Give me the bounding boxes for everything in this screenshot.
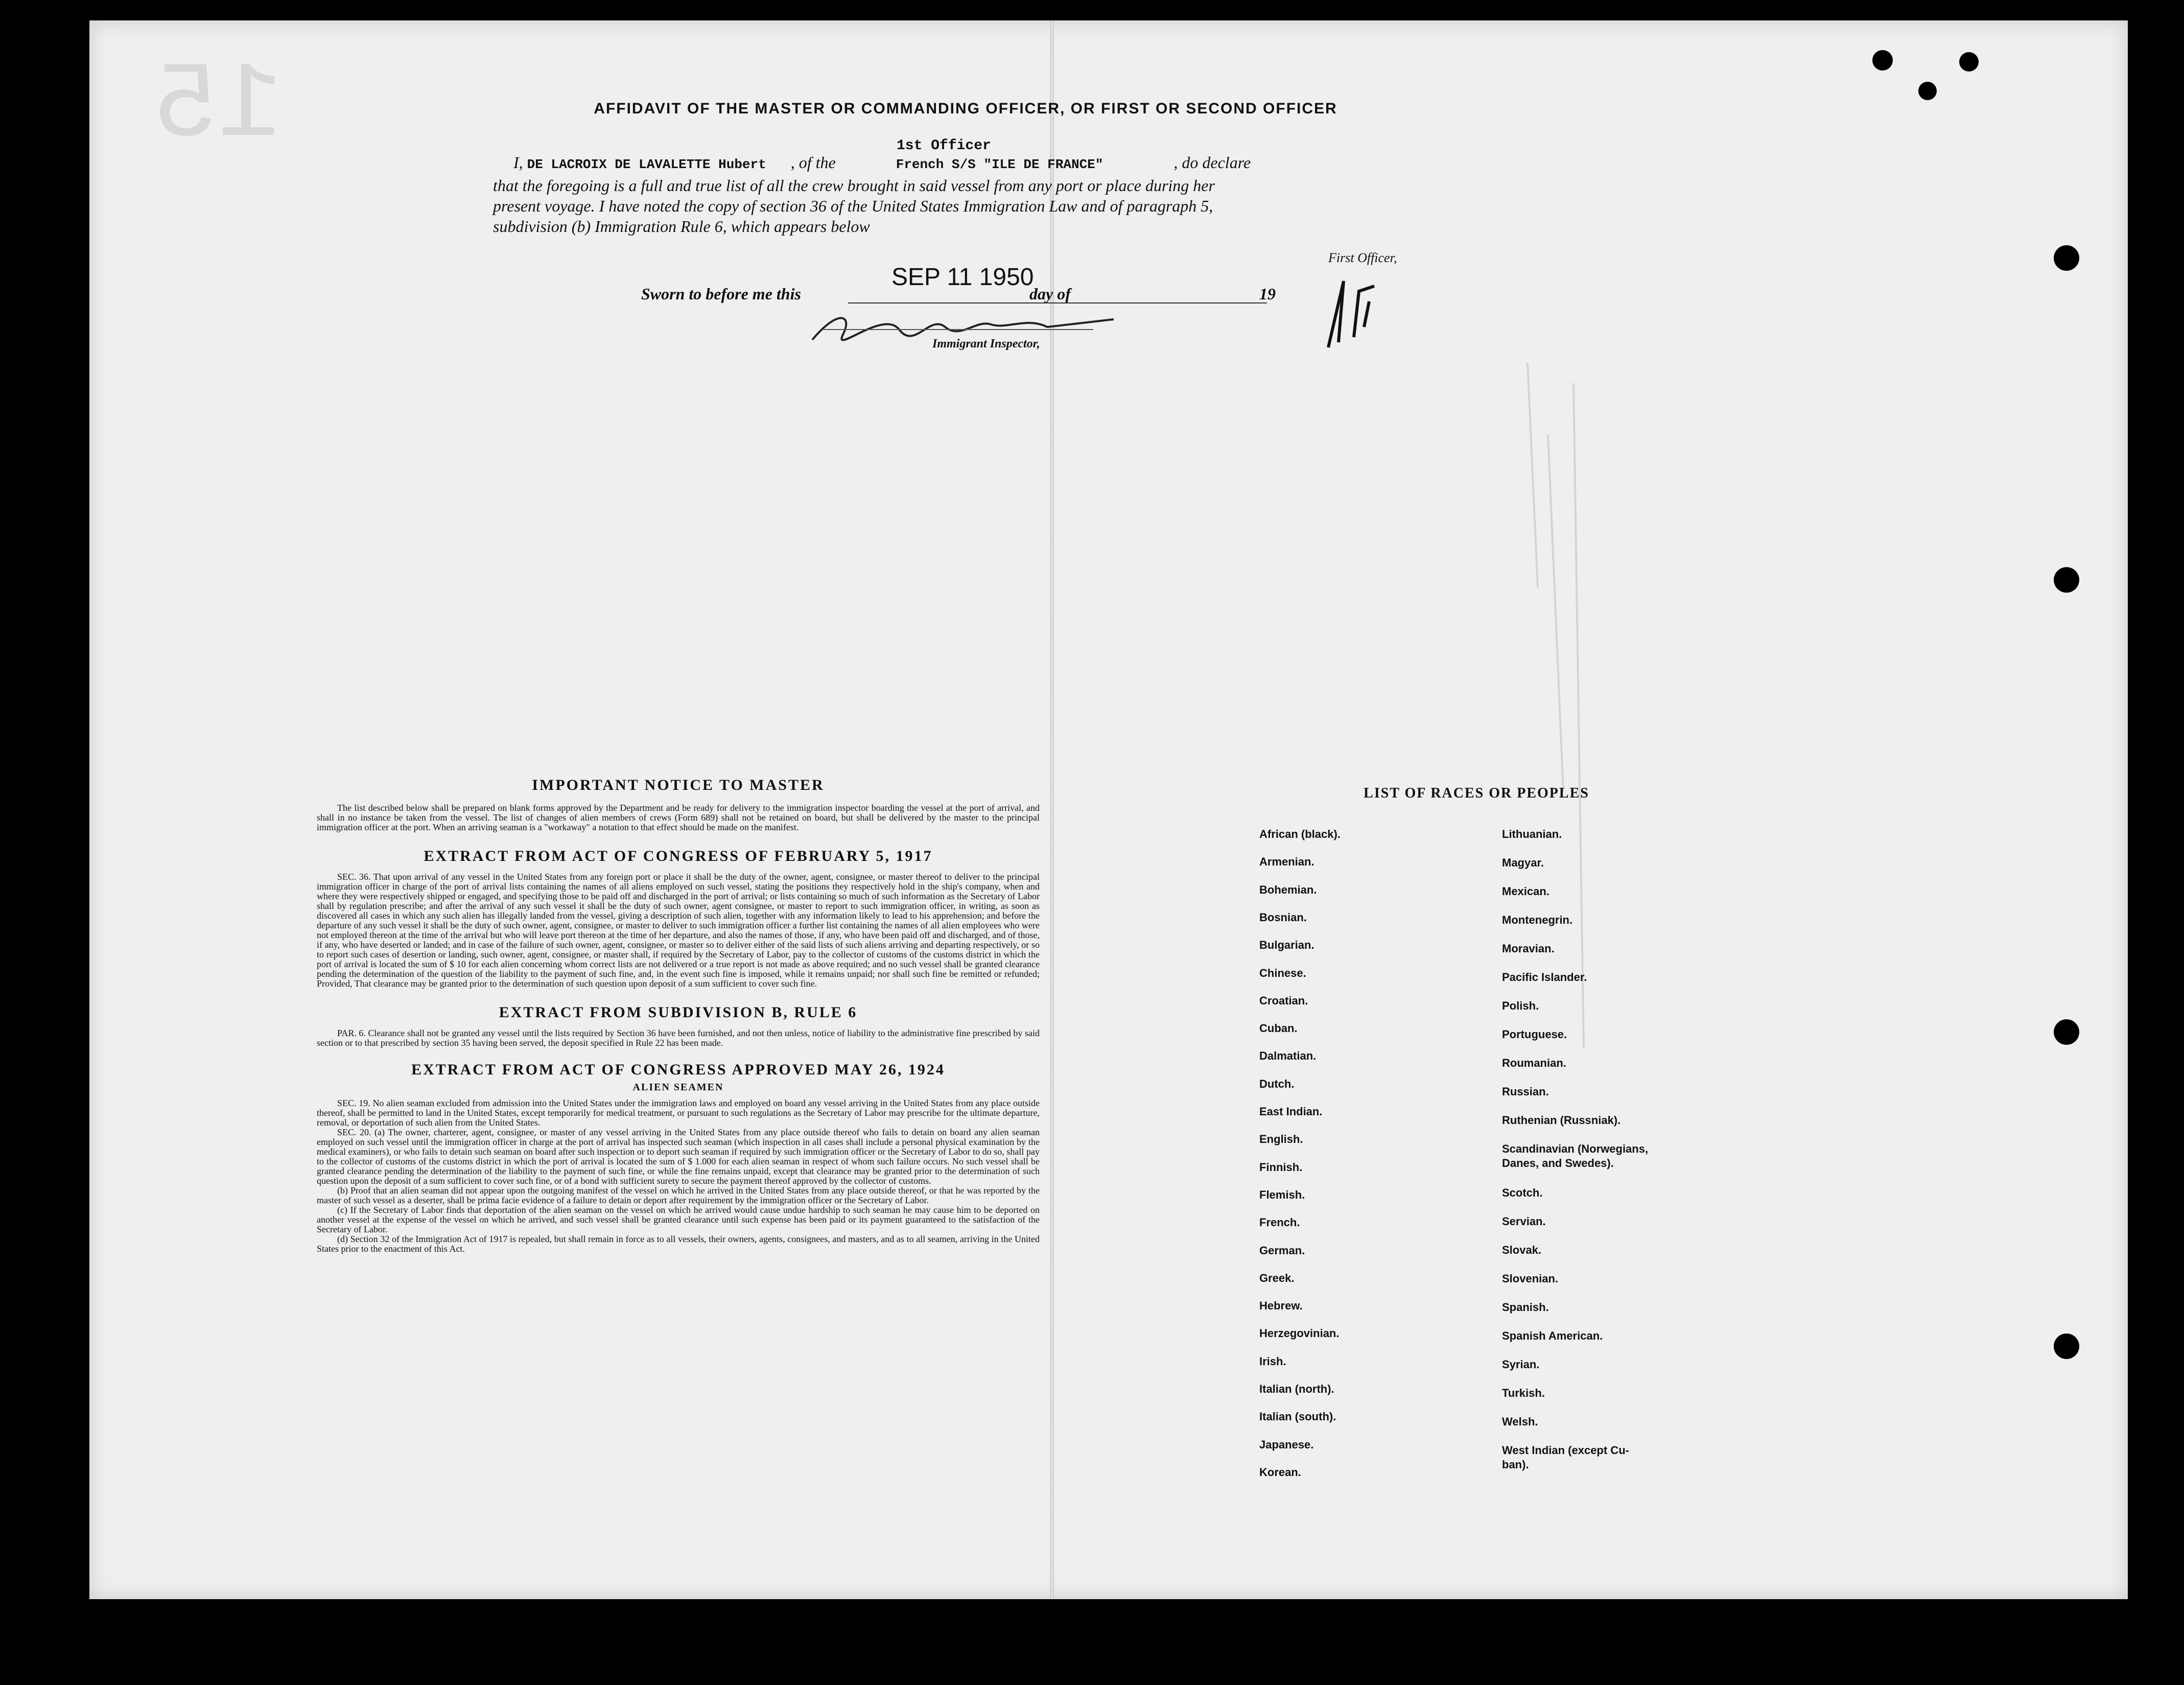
affidavit-line-4: subdivision (b) Immigration Rule 6, which appears below (493, 217, 870, 236)
race-item: Slovak. (1502, 1244, 1542, 1256)
race-item: Korean. (1259, 1465, 1301, 1479)
race-item: English. (1259, 1133, 1303, 1146)
race-item: African (black). (1259, 828, 1341, 840)
race-item: Dalmatian. (1259, 1049, 1317, 1063)
date-stamp: SEP 11 1950 (891, 264, 1034, 291)
race-item: Lithuanian. (1502, 828, 1562, 840)
affidavit-line-3: present voyage. I have noted the copy of section 36 of the United States Immigration Law and of paragraph 5, (493, 197, 1213, 215)
race-item: Danes, and Swedes). (1502, 1157, 1614, 1169)
sworn-text: Sworn to before me this (641, 285, 801, 303)
extract-1924-title: EXTRACT FROM ACT OF CONGRESS APPROVED MAY 26, 1924 (411, 1061, 945, 1078)
race-item: Dutch. (1259, 1077, 1295, 1090)
race-item: Montenegrin. (1502, 914, 1573, 926)
binder-hole (1918, 82, 1937, 100)
race-item: Irish. (1259, 1354, 1286, 1368)
affidavit-title: AFFIDAVIT OF THE MASTER OR COMMANDING OFFICER, OR FIRST OR SECOND OFFICER (594, 100, 1337, 117)
race-item: Chinese. (1259, 966, 1306, 979)
day-of-text: day of (1029, 285, 1071, 303)
extract-1917-title: EXTRACT FROM ACT OF CONGRESS OF FEBRUARY 5, 1917 (424, 848, 933, 864)
subdivision-body: PAR. 6. Clearance shall not be granted any vessel until the lists required by Section 36 have been furnished, and not then unless, notice of liability to the administrative fine prescribed by said section or to that prescribed by section 35 having been served, the deposit specified in Rule 22 has been made. (317, 1028, 1040, 1048)
of-the-text: , of the (790, 153, 836, 172)
race-item: Spanish American. (1502, 1329, 1603, 1342)
binder-hole (2054, 1019, 2079, 1045)
race-item: Slovenian. (1502, 1272, 1559, 1285)
typed-rank: 1st Officer (897, 138, 991, 154)
race-item: Italian (south). (1259, 1410, 1336, 1423)
notice-body: The list described below shall be prepared on blank forms approved by the Department and be ready for delivery to the immigration inspector boarding the vessel at the port of arrival, and shall in no instance be taken from the vessel. The list of changes of alien members of crews (Form 689) shall not be retained on board, but shall be delivered by the master to the principal immigration officer at the port. When an arriving seaman is a "workaway" a notation to that effect should be made on the manifest. (317, 803, 1040, 832)
race-item: Flemish. (1259, 1188, 1305, 1201)
sec-20d: (d) Section 32 of the Immigration Act of 1917 is repealed, but shall remain in force as to all vessels, their owners, agents, consignees, and masters, and as to all seamen, arriving in the United States prior to the enactment of this Act. (317, 1234, 1040, 1254)
declarant-name: DE LACROIX DE LAVALETTE Hubert (527, 157, 766, 172)
notice-section (317, 777, 1040, 1254)
race-item: Bohemian. (1259, 883, 1317, 896)
bleed-through-marks (1507, 332, 1865, 1456)
race-item: Herzegovinian. (1259, 1327, 1340, 1340)
race-item: Croatian. (1259, 994, 1308, 1007)
binder-hole (2054, 245, 2079, 271)
do-declare-text: , do declare (1173, 153, 1251, 172)
affidavit-line-2: that the foregoing is a full and true list of all the crew brought in said vessel from any port or place during her (493, 176, 1215, 195)
sec-20b: (b) Proof that an alien seaman did not appear upon the outgoing manifest of the vessel on which he arrived in the United States from any place outside thereof, or that he was reported by the master of such vessel as a deserter, shall be prima facie evidence of a failure to detain or deport after requirement by the immigration officer or the Secretary of Labor. (317, 1185, 1040, 1205)
race-item: Moravian. (1502, 942, 1555, 955)
race-item: Spanish. (1502, 1301, 1549, 1314)
extract-1917-body: SEC. 36. That upon arrival of any vessel in the United States from any foreign port or place it shall be the duty of the owner, agent, consignee, or master thereof to deliver to the principal immigration officer in charge of the port of arrival lists containing the names of all aliens employed on such vessel, stating the positions they respectively hold in the ship's company, when and where they were respectively shipped or engaged, and specifying those to be paid off and discharged in the port of arrival; or lists containing so much of such information as the Secretary of Labor shall by regulation prescribe; and after the arrival of any such vessel it shall be the duty of such owner, agent consignee, or master to report to such immigration officer, in writing, as soon as discovered all cases in which any such alien has illegally landed from the vessel, giving a description of such alien, together with any information likely to lead to his apprehension; and before the departure of any such vessel it shall be the duty of such owner, agent, consignee, or master to deliver to such immigration officer a further list containing the names of all alien employees who were not employed thereon at the time of the arrival but who will leave port thereon at the time of her departure, and also the names of those, if any, who have been paid off and discharged, and of those, if any, who have deserted or landed; and in case of the failure of such owner, agent, consignee, or master so to deliver either of the said lists of such aliens arriving and departing respectively, or so to report such cases of desertion or landing, such owner, agent, consignee, or master shall, if required by the Secretary of Labor, pay to the collector of customs of the customs district in which the port of arrival is located the sum of $ 10 for each alien concerning whom correct lists are not delivered or a true report is not made as above required; and no such vessel shall be granted clearance pending the determination of the question of the liability to the payment of such fine, and, in the event such fine is imposed, while it remains unpaid; nor shall such fine be remitted or refunded; Provided, That clearance may be granted prior to the determination of such question upon deposit of a sum sufficient to cover such fine. (317, 872, 1040, 989)
binder-hole (2054, 1333, 2079, 1359)
race-item: Roumanian. (1502, 1057, 1566, 1069)
page-fold (1050, 20, 1054, 1599)
race-item: Pacific Islander. (1502, 971, 1587, 984)
officer-label: First Officer, (1328, 250, 1397, 265)
race-item: Finnish. (1259, 1160, 1303, 1174)
extract-1924-subtitle: ALIEN SEAMEN (632, 1082, 724, 1093)
race-item: Greek. (1259, 1271, 1295, 1284)
declarant-prefix: I, (513, 153, 523, 172)
sec-20a: SEC. 20. (a) The owner, charterer, agent, consignee, or master of any vessel arriving in the United States from any place outside thereof who fails to detain on board any alien seaman employed on such vessel until the immigration officer in charge at the port of arrival has inspected such seaman (which inspection in all cases shall include a personal physical examination by the medical examiners), or who fails to detain such seaman on board after such inspection or to deport such seaman if required by such immigration officer or the Secretary of Labor to do so, shall pay to the collector of customs of the customs district in which the port of arrival is located the sum of $ 1.000 for each alien seaman in respect of whom such failure occurs. No such vessel shall be granted clearance pending the determination of the liability to the payment of such fine, or while the fine remains unpaid, except that clearance may be granted prior to the determination of such question upon the deposit of a sum sufficient to cover such fine, or of a bond with sufficient surety to secure the payment thereof approved by the collector of customs. (317, 1127, 1040, 1186)
race-item: Turkish. (1502, 1387, 1545, 1399)
subdivision-title: EXTRACT FROM SUBDIVISION B, RULE 6 (499, 1004, 858, 1021)
vessel-name: French S/S "ILE DE FRANCE" (896, 157, 1103, 172)
race-item: Japanese. (1259, 1438, 1314, 1451)
race-item: Syrian. (1502, 1358, 1540, 1371)
race-item: Scandinavian (Norwegians, (1502, 1142, 1649, 1155)
inspector-label: Immigrant Inspector, (932, 337, 1040, 350)
notice-title: IMPORTANT NOTICE TO MASTER (532, 777, 825, 793)
race-item: Italian (north). (1259, 1383, 1334, 1395)
page-number-bleed: 15 (153, 46, 283, 168)
race-item: ban). (1502, 1458, 1529, 1471)
race-item: Portuguese. (1502, 1028, 1567, 1041)
race-item: Polish. (1502, 999, 1539, 1012)
race-item: Mexican. (1502, 885, 1549, 898)
race-item: French. (1259, 1216, 1300, 1229)
race-item: Bosnian. (1259, 910, 1307, 924)
races-title: LIST OF RACES OR PEOPLES (1364, 785, 1589, 801)
race-item: Ruthenian (Russniak). (1502, 1114, 1621, 1127)
race-item: West Indian (except Cu- (1502, 1444, 1629, 1457)
race-item: Russian. (1502, 1085, 1549, 1098)
affidavit-line-1 (513, 153, 1464, 172)
race-item: Bulgarian. (1259, 939, 1314, 952)
race-item: Cuban. (1259, 1022, 1298, 1035)
race-item: Hebrew. (1259, 1299, 1303, 1313)
binder-hole (1959, 52, 1979, 72)
race-item: Armenian. (1259, 855, 1314, 869)
race-item: German. (1259, 1244, 1305, 1257)
officer-signature (1318, 271, 1390, 353)
year-prefix: 19 (1259, 285, 1276, 303)
race-item: East Indian. (1259, 1105, 1323, 1118)
sec-19: SEC. 19. No alien seaman excluded from admission into the United States under the immigration laws and employed on board any vessel arriving in the United States from any place outside thereof, shall be permitted to land in the United States, except temporarily for medical treatment, or pursuant to such regulations as the Secretary of Labor may prescribe for the ultimate departure, removal, or deportation of such alien from the United States. (317, 1098, 1040, 1128)
race-item: Servian. (1502, 1215, 1546, 1228)
race-item: Magyar. (1502, 856, 1544, 869)
sec-20c: (c) If the Secretary of Labor finds that deportation of the alien seaman on the vessel on which he arrived would cause undue hardship to such seaman he may cause him to be deported on another vessel at the expense of the vessel on which he arrived, and such vessel shall be granted clearance until such expense has been paid or its payment guaranteed to the satisfaction of the Secretary of Labor. (317, 1205, 1040, 1234)
race-item: Scotch. (1502, 1186, 1543, 1199)
race-item: Welsh. (1502, 1415, 1538, 1428)
binder-hole (1872, 50, 1893, 71)
binder-hole (2054, 567, 2079, 593)
